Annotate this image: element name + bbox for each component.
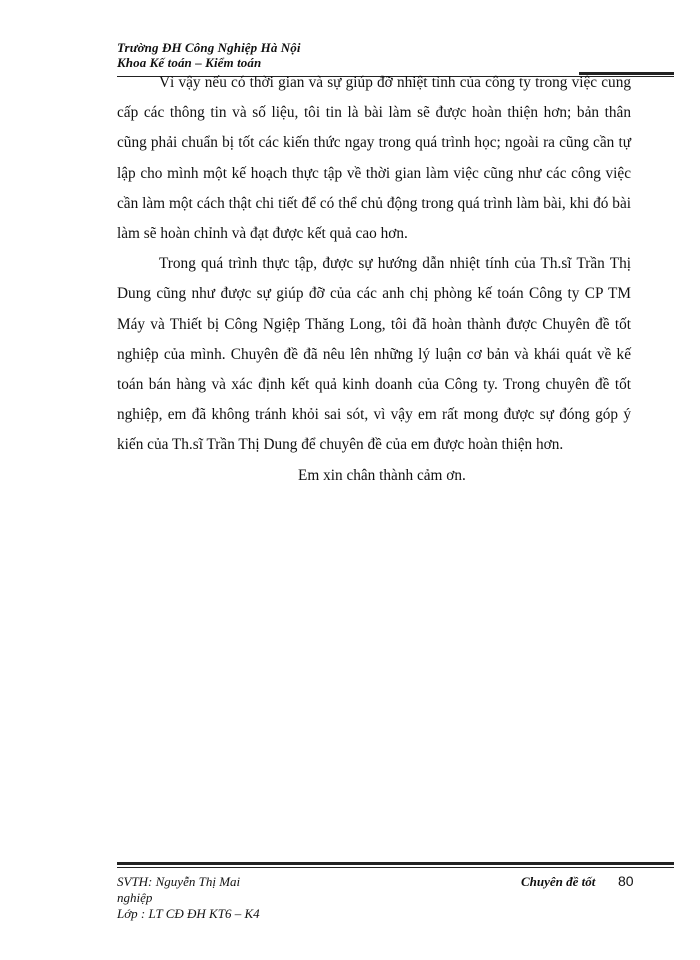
footer-svth: SVTH: Nguyễn Thị Mai xyxy=(117,874,241,889)
footer-rule-thin xyxy=(117,867,674,868)
footer-continuation: nghiệp xyxy=(117,890,153,905)
footer-title: Chuyên đề tốt xyxy=(521,874,596,889)
body-paragraph-2: Trong quá trình thực tập, được sự hướng dẫn nhiệt tính của Th.sĩ Trần Thị Dung cũng như được sự giúp đỡ của các anh chị phòng kế toán Công ty CP TM Máy và Thiết bị Công Ngiệp Thăng Long, tôi đã hoàn thành được Chuyên đề tốt nghiệp của mình. Chuyên đề đã nêu lên những lý luận cơ bản và khái quát về kế toán bán hàng và xác định kết quả kinh doanh của Công ty. Trong chuyên đề tốt nghiệp, em đã không tránh khỏi sai sót, vì vậy em rất mong được sự đóng góp ý kiến của Th.sĩ Trần Thị Dung để chuyên đề của em được hoàn thiện hơn. xyxy=(117,255,631,454)
footer-rule xyxy=(117,862,674,870)
footer-student-info xyxy=(117,874,317,922)
document-body xyxy=(117,68,631,491)
closing-thanks: Em xin chân thành cảm ơn. xyxy=(298,466,466,484)
header-university: Trường ĐH Công Nghiệp Hà Nội xyxy=(117,40,301,55)
body-paragraph-1: Vì vậy nếu có thời gian và sự giúp đỡ nhiệt tình của công ty trong việc cung cấp các thông tin và số liệu, tôi tin là bài làm sẽ được hoàn thiện hơn; bản thân cũng phải chuẩn bị tốt các kiến thức ngay trong quá trình học; ngoài ra cũng cần tự lập cho mình một kế hoạch thực tập về thời gian làm việc cũng như các công việc cần làm một cách thật chi tiết để có thể chủ động trong quá trình làm bài, khi đó bài làm sẽ hoàn chỉnh và đạt được kết quả cao hơn. xyxy=(117,74,631,243)
header-faculty: Khoa Kế toán – Kiểm toán xyxy=(117,55,262,70)
footer-rule-thick xyxy=(117,862,674,865)
page-header xyxy=(117,40,677,70)
footer-class: Lớp : LT CĐ ĐH KT6 – K4 xyxy=(117,906,260,921)
page-number: 80 xyxy=(618,873,634,889)
